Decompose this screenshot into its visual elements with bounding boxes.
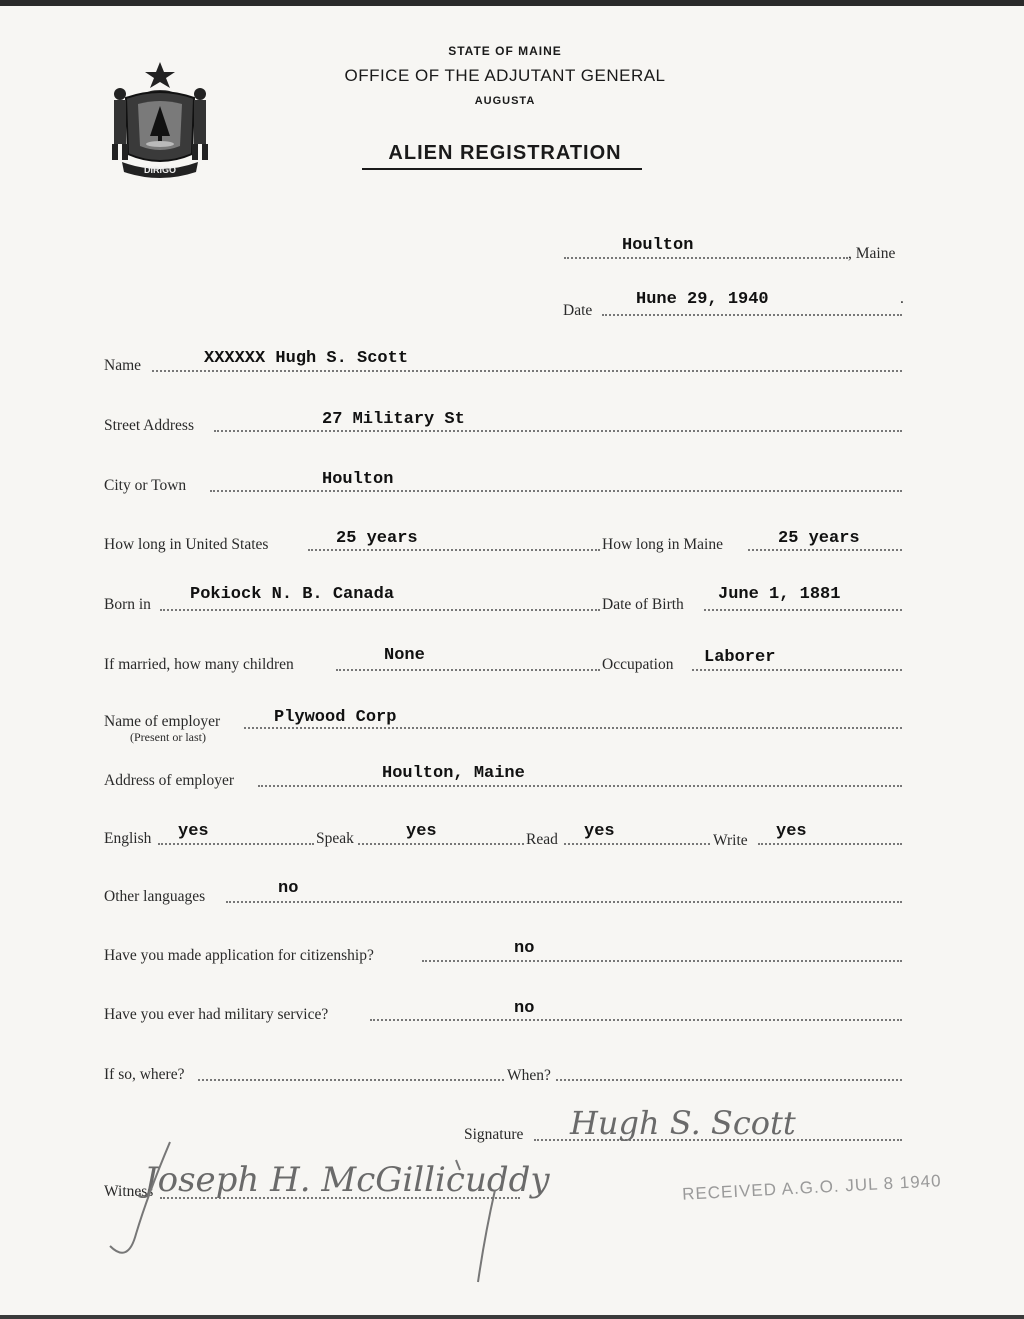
other-languages-label: Other languages [104,888,206,905]
scan-edge-bottom [0,1315,1024,1319]
date-of-birth-value: June 1, 1881 [718,585,841,604]
city-value: Houlton [322,470,394,489]
where-line [198,1079,504,1081]
children-label: If married, how many children [104,656,294,673]
other-languages-value: no [278,879,299,898]
date-of-birth-label: Date of Birth [602,596,684,613]
form-title: ALIEN REGISTRATION [388,142,622,164]
children-value: None [384,646,425,665]
english-line [158,843,314,845]
when-label: When? [507,1067,551,1084]
place-line [564,257,848,259]
citizenship-label: Have you made application for citizenship? [104,947,374,964]
read-label: Read [526,831,558,848]
employer-label: Name of employer [104,713,221,730]
place-value: Houlton [622,236,694,255]
signature-label: Signature [464,1126,524,1143]
read-line [564,843,710,845]
write-line [758,843,902,845]
date-label: Date [563,302,593,319]
write-value: yes [776,822,807,841]
witness-signature: Joseph H. McGillicuddy [144,1160,550,1200]
how-long-us-label: How long in United States [104,536,269,553]
employer-line [244,727,902,729]
employer-address-label: Address of employer [104,772,234,789]
speak-line [358,843,524,845]
witness-label: Witness [104,1183,154,1200]
military-line [370,1019,902,1021]
maine-state-seal-icon [104,58,216,182]
employer-address-value: Houlton, Maine [382,764,525,783]
military-label: Have you ever had military service? [104,1006,329,1023]
when-line [556,1079,902,1081]
street-label: Street Address [104,417,194,434]
city-line [210,490,902,492]
header-state: STATE OF MAINE [448,44,562,58]
name-label: Name [104,357,142,374]
speak-value: yes [406,822,437,841]
street-value: 27 Military St [322,410,465,429]
street-line [214,430,902,432]
name-value: XXXXXX Hugh S. Scott [204,349,409,368]
date-value: Hune 29, 1940 [636,290,769,309]
received-stamp: RECEIVED A.G.O. JUL 8 1940 [681,1171,942,1204]
date-of-birth-line [704,609,902,611]
place-suffix: , Maine [848,245,896,262]
military-value: no [514,999,535,1018]
employer-address-line [258,785,902,787]
how-long-maine-label: How long in Maine [602,536,723,553]
how-long-maine-line [748,549,902,551]
city-label: City or Town [104,477,187,494]
header-city: AUGUSTA [474,95,536,107]
how-long-maine-value: 25 years [778,529,860,548]
born-in-line [160,609,600,611]
how-long-us-value: 25 years [336,529,418,548]
date-line [602,314,902,316]
citizenship-line [422,960,902,962]
employer-sublabel: (Present or last) [130,730,206,744]
scan-edge-top [0,0,1024,6]
how-long-us-line [308,549,600,551]
date-period: . [900,290,904,307]
signature: Hugh S. Scott [570,1104,796,1142]
witness-flourish-icon [100,1134,540,1284]
occupation-value: Laborer [704,648,776,667]
write-label: Write [713,832,748,849]
title-underline [362,168,642,170]
employer-value: Plywood Corp [274,708,397,727]
header-office: OFFICE OF THE ADJUTANT GENERAL [344,66,666,85]
occupation-line [692,669,902,671]
citizenship-value: no [514,939,535,958]
read-value: yes [584,822,615,841]
svg-text:DIRIGO: DIRIGO [143,165,177,175]
children-line [336,669,600,671]
speak-label: Speak [316,830,354,847]
english-value: yes [178,822,209,841]
where-label: If so, where? [104,1066,185,1083]
other-languages-line [226,901,902,903]
born-in-value: Pokiock N. B. Canada [190,585,395,604]
english-label: English [104,830,152,847]
occupation-label: Occupation [602,656,674,673]
born-in-label: Born in [104,596,151,613]
name-line [152,370,902,372]
